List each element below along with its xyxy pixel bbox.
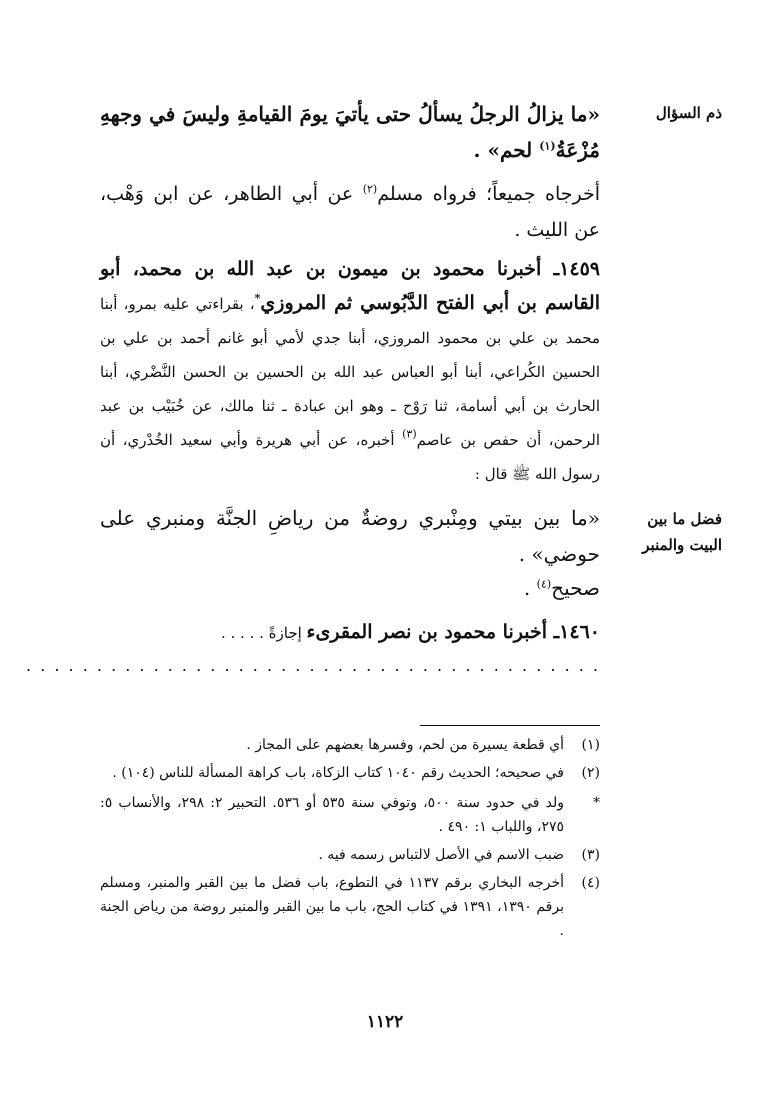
footnote-3 [100,843,600,867]
page-number: ١١٢٢ [366,1012,404,1032]
footnote-text: في صحيحه؛ الحديث رقم ١٠٤٠ كتاب الزكاة، باب كراهة المسألة للناس (١٠٤) . [112,765,564,781]
takhrij-1-a: أخرجاه جميعاً؛ فرواه مسلم [377,183,601,205]
isnad-1460-rest: إجازةً . . . . . [220,624,307,642]
footnote-text: ولد في حدود سنة ٥٠٠، وتوفي سنة ٥٣٥ أو ٥٣٦. التحبير ٢: ٢٩٨، والأنساب ٥: ٢٧٥، واللباب ١: ٤٩٠ . [100,795,564,835]
isnad-1459 [100,252,600,490]
footnote-separator [420,725,600,726]
dotted-continuation: . . . . . . . . . . . . . . . . . . . . . . . . . . . . . . . . . . . . . . . . . [26,656,600,675]
footnote-ref-2[interactable]: (٢) [362,182,378,196]
hadith-quote-1 [100,96,600,168]
footnote-2 [100,761,600,785]
takhrij-1-b: عن أبي الطاهر، عن ابن وَهْب، عن الليث . [100,183,600,241]
footnote-text: أخرجه البخاري برقم ١١٣٧ في التطوع، باب فضل ما بين القبر والمنبر، ومسلم برقم ١٣٩٠، ١٣٩١ في كتاب الحج، باب ما بين القبر والمنبر روضة من رياض الجنة . [100,875,564,939]
takhrij-1 [100,176,600,248]
sahih-end: . [523,576,537,600]
footnote-4 [100,871,600,943]
sahih-label: صحيح [551,576,600,600]
footnote-mark: (١) [581,737,600,753]
footnote-ref-3[interactable]: (٣) [402,427,417,441]
hadith-quote-2 [100,500,600,572]
footnotes [100,733,600,943]
footnote-1 [100,733,600,757]
isnad-1459-chain-b: أخبره، عن أبي هريرة وأبي سعيد الخُدْري، أن رسول الله ﷺ قال : [100,431,600,483]
footnote-text: أي قطعة يسيرة من لحم، وفسرها بعضهم على المجاز . [246,737,564,753]
footnote-star [100,791,600,839]
side-note-fadl: فضل ما بين البيت والمنبر [642,510,722,554]
footnote-mark: (٣) [581,847,600,863]
isnad-1460 [100,614,600,650]
footnote-mark: (٢) [581,765,600,781]
isnad-1459-heading: ١٤٥٩ـ أخبرنا محمود بن ميمون بن عبد الله بن محمد، أبو القاسم بن أبي الفتح الدَّبُوسي ثم المروزي [100,258,600,314]
side-note-thumm-alsuaal: ذم السؤال [655,104,722,122]
grading-line [100,570,600,606]
footnote-mark: (٤) [581,875,600,891]
footnote-ref-1[interactable]: (١) [539,139,556,153]
hadith-quote-1-text: «ما يزالُ الرجلُ يسألُ حتى يأتيَ يومَ القيامةِ وليسَ في وجههِ مُزْعَةُ [100,102,600,162]
footnote-mark: * [593,795,600,811]
footnote-text: ضبب الاسم في الأصل لالتباس رسمه فيه . [318,847,564,863]
footnote-ref-4[interactable]: (٤) [536,577,552,591]
isnad-1460-heading: ١٤٦٠ـ أخبرنا محمود بن نصر المقرىء [306,621,600,643]
hadith-quote-2-text: «ما بين بيتي ومِنْبري روضةٌ من رياضِ الجنَّة ومنبري على حوضي» . [100,506,600,566]
hadith-quote-1-end: لحم» . [473,138,540,162]
isnad-1459-chain-a: ، بقراءتي عليه بمرو، أبنا محمد بن علي بن محمود المروزي، أبنا جدي لأمي أبو غانم أحمد بن علي بن الحسين الكُراعي، أبنا أبو العباس عبد الله بن الحسين بن الحسن النَّضْري، أبنا الحارث بن أبي أسامة، ثنا رَوْح ـ وهو ابن عبادة ـ ثنا مالك، عن خُبَيْب بن عبد الرحمن، أن حفص بن عاصم [100,295,600,449]
footnote-ref-star[interactable]: * [254,291,261,305]
